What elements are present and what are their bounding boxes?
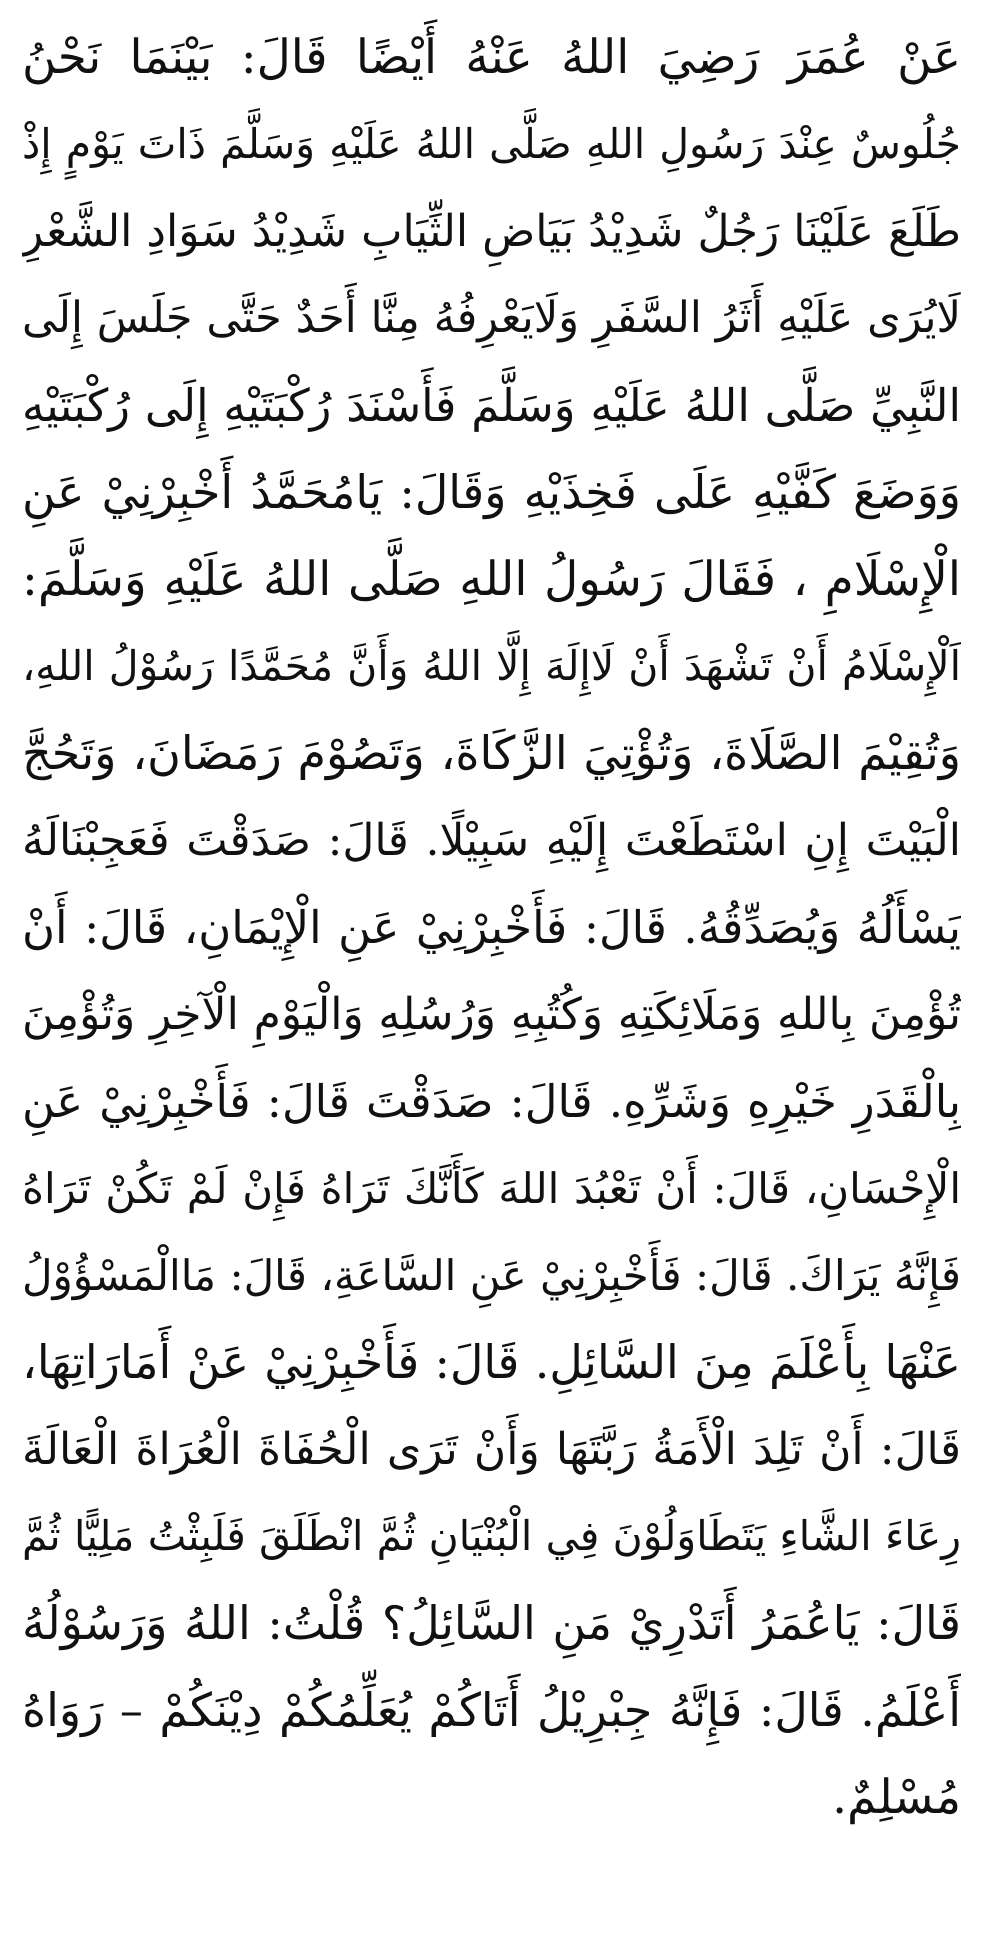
text-line-1: عَنْ عُمَرَ رَضِيَ اللهُ عَنْهُ أَيْضًا قَالَ: بَيْنَمَا نَحْنُ (22, 30, 961, 85)
text-line-9: وَتُقِيْمَ الصَّلَاةَ، وَتُؤْتِيَ الزَّكَاةَ، وَتَصُوْمَ رَمَضَانَ، وَتَحُجَّ (22, 726, 961, 780)
hadith-text (22, 14, 961, 1841)
text-line-20: أَعْلَمُ. قَالَ: فَإِنَّهُ جِبْرِيْلُ أَتَاكُمْ يُعَلِّمُكُمْ دِيْنَكُمْ – رَوَاهُ (22, 1683, 961, 1737)
text-line-4: لَايُرَى عَلَيْهِ أَثَرُ السَّفَرِ وَلَايَعْرِفُهُ مِنَّا أَحَدٌ حَتَّى جَلَسَ إِلَى (22, 293, 961, 343)
text-line-19: قَالَ: يَاعُمَرُ أَتَدْرِيْ مَنِ السَّائِلُ؟ قُلْتُ: اللهُ وَرَسُوْلُهُ (22, 1596, 961, 1650)
text-line-12: تُؤْمِنَ بِاللهِ وَمَلَائِكَتِهِ وَكُتُبِهِ وَرُسُلِهِ وَالْيَوْمِ الْآخِرِ وَتُؤْمِنَ (22, 989, 961, 1040)
text-line-7: الْإِسْلَامِ ، فَقَالَ رَسُولُ اللهِ صَلَّى اللهُ عَلَيْهِ وَسَلَّمَ: (22, 552, 961, 607)
text-line-21: مُسْلِمٌ. (832, 1770, 961, 1825)
text-line-8: اَلْإِسْلَامُ أَنْ تَشْهَدَ أَنْ لَاإِلَهَ إِلَّا اللهُ وَأَنَّ مُحَمَّدًا رَسُوْلُ اللهِ، (22, 642, 961, 690)
text-line-3: طَلَعَ عَلَيْنَا رَجُلٌ شَدِيْدُ بَيَاضِ الثِّيَابِ شَدِيْدُ سَوَادِ الشَّعْرِ (22, 206, 961, 257)
text-line-17: قَالَ: أَنْ تَلِدَ الْأَمَةُ رَبَّتَهَا وَأَنْ تَرَى الْحُفَاةَ الْعُرَاةَ الْعَالَةَ (22, 1424, 961, 1475)
text-line-10: الْبَيْتَ إِنِ اسْتَطَعْتَ إِلَيْهِ سَبِيْلًا. قَالَ: صَدَقْتَ فَعَجِبْنَالَهُ (22, 815, 961, 866)
text-line-14: الْإِحْسَانِ، قَالَ: أَنْ تَعْبُدَ اللهَ كَأَنَّكَ تَرَاهُ فَإِنْ لَمْ تَكُنْ تَرَاهُ (22, 1164, 961, 1213)
text-line-2: جُلُوسٌ عِنْدَ رَسُولِ اللهِ صَلَّى اللهُ عَلَيْهِ وَسَلَّمَ ذَاتَ يَوْمٍ إِذْ (22, 120, 961, 168)
text-line-5: النَّبِيِّ صَلَّى اللهُ عَلَيْهِ وَسَلَّمَ فَأَسْنَدَ رُكْبَتَيْهِ إِلَى رُكْبَتَيْهِ (22, 379, 961, 432)
text-line-16: عَنْهَا بِأَعْلَمَ مِنَ السَّائِلِ. قَالَ: فَأَخْبِرْنِيْ عَنْ أَمَارَاتِهَا، (22, 1335, 961, 1389)
text-line-18: رِعَاءَ الشَّاءِ يَتَطَاوَلُوْنَ فِي الْبُنْيَانِ ثُمَّ انْطَلَقَ فَلَبِثْتُ مَلِيًّا ثُمَّ (22, 1512, 961, 1560)
text-line-6: وَوَضَعَ كَفَّيْهِ عَلَى فَخِذَيْهِ وَقَالَ: يَامُحَمَّدُ أَخْبِرْنِيْ عَنِ (22, 465, 961, 519)
text-line-11: يَسْأَلُهُ وَيُصَدِّقُهُ. قَالَ: فَأَخْبِرْنِيْ عَنِ الْإِيْمَانِ، قَالَ: أَنْ (22, 901, 961, 954)
text-line-13: بِالْقَدَرِ خَيْرِهِ وَشَرِّهِ. قَالَ: صَدَقْتَ قَالَ: فَأَخْبِرْنِيْ عَنِ (22, 1075, 961, 1128)
text-line-15: فَإِنَّهُ يَرَاكَ. قَالَ: فَأَخْبِرْنِيْ عَنِ السَّاعَةِ، قَالَ: مَاالْمَسْؤُوْلُ (22, 1251, 961, 1300)
